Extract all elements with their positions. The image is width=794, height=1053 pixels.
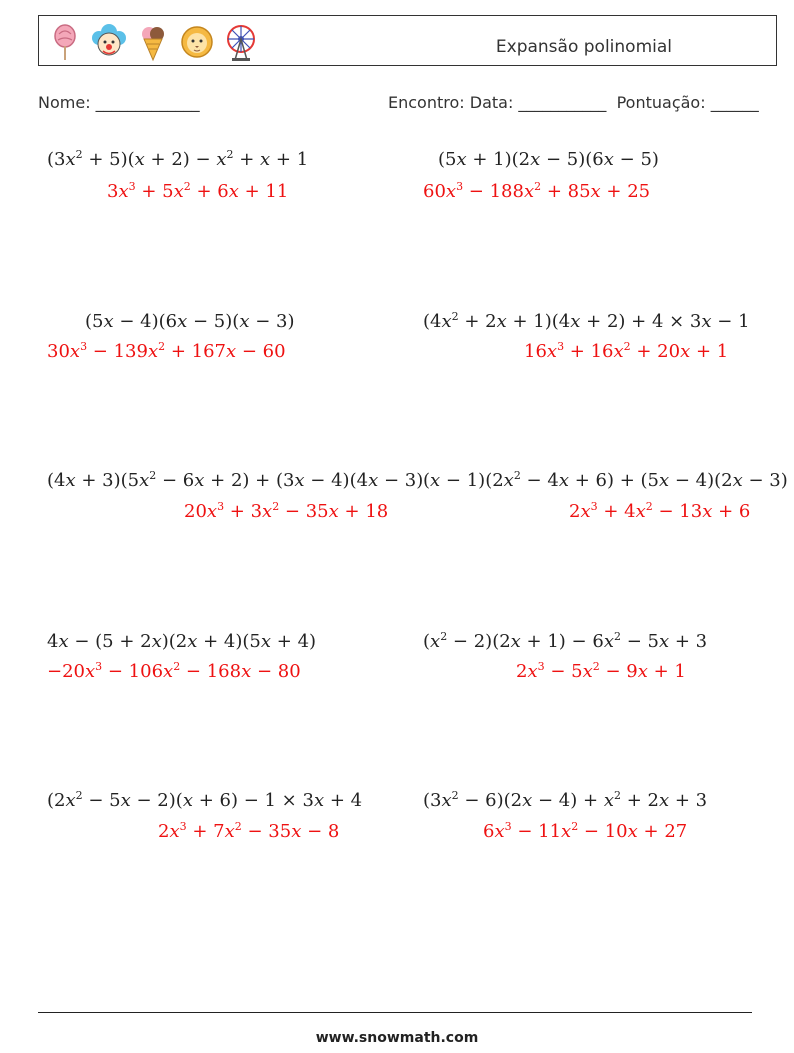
problem-8-answer: $2x^3 - 5x^2 - 9x + 1$: [516, 660, 686, 682]
problem-9-answer: $2x^3 + 7x^2 - 35x - 8$: [158, 820, 340, 842]
footer-url: www.snowmath.com: [315, 1030, 479, 1046]
ferris-wheel-icon: [223, 22, 259, 62]
meeting-date-score-label: Encontro: Data: ___________ Pontuação: ______: [388, 93, 759, 112]
problem-7-question: 4x − (5 + 2x)(2x + 4)(5x + 4): [47, 631, 317, 652]
ice-cream-icon: [135, 22, 171, 62]
header-box: [38, 15, 777, 66]
problem-6-question: $(x - 1)(2x^2 - 4x + 6) + (5x - 4)(2x - 3)$: [423, 469, 788, 491]
problem-5-answer: $20x^3 + 3x^2 - 35x + 18$: [184, 500, 389, 522]
problem-4-answer: $16x^3 + 16x^2 + 20x + 1$: [524, 340, 729, 362]
problem-1-answer: $3x^3 + 5x^2 + 6x + 11$: [107, 180, 289, 202]
problem-2-question: (5x + 1)(2x − 5)(6x − 5): [438, 149, 659, 170]
problem-3-question: (5x − 4)(6x − 5)(x − 3): [85, 311, 295, 332]
problem-5-question: $(4x + 3)(5x^2 - 6x + 2) + (3x - 4)(4x - 3)$: [47, 469, 424, 491]
lion-icon: [179, 22, 215, 62]
problem-6-answer: $2x^3 + 4x^2 - 13x + 6$: [569, 500, 751, 522]
page-title: Expansão polinomial: [495, 37, 672, 57]
name-field-label: Nome: _____________: [38, 93, 200, 112]
problem-7-answer: $-20x^3 - 106x^2 - 168x - 80$: [47, 660, 301, 682]
problem-2-answer: $60x^3 - 188x^2 + 85x + 25$: [423, 180, 651, 202]
problem-8-question: $(x^2 - 2)(2x + 1) - 6x^2 - 5x + 3$: [423, 630, 708, 652]
problem-9-question: $(2x^2 - 5x - 2)(x + 6) - 1 \times 3x + 4$: [47, 789, 363, 811]
problem-1-question: $(3x^2 + 5)(x + 2) - x^2 + x + 1$: [47, 148, 309, 170]
problem-3-answer: $30x^3 - 139x^2 + 167x - 60$: [47, 340, 286, 362]
clown-icon: [91, 22, 127, 62]
cotton-candy-icon: [47, 22, 83, 62]
problem-4-question: $(4x^2 + 2x + 1)(4x + 2) + 4 \times 3x - 1$: [423, 310, 750, 332]
footer-divider: [38, 1012, 752, 1013]
problem-10-answer: $6x^3 - 11x^2 - 10x + 27$: [483, 820, 688, 842]
icon-strip: [47, 22, 259, 62]
problem-10-question: $(3x^2 - 6)(2x - 4) + x^2 + 2x + 3$: [423, 789, 708, 811]
